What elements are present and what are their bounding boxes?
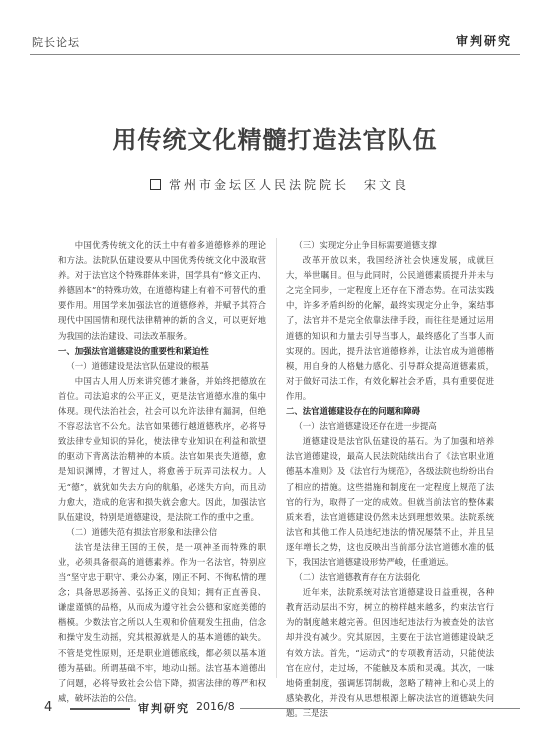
section-heading: 二、法官道德建设存在的问题和障碍 [286,406,420,417]
author-line: 常州市金坛区人民法院院长 宋文良 [169,178,410,192]
footer-rule [240,708,520,709]
subsection-heading: （一）道德建设是法官队伍建设的根基 [66,360,209,371]
subsection-heading: （二）法官道德教育存在方法弱化 [294,572,421,583]
section-heading: 一、加强法官道德建设的重要性和紧迫性 [58,345,209,356]
body-paragraph: 中国古人用人历来讲究德才兼备，并始终把德放在首位。司法追求的公平正义，更是法官道德水准的集中体现。现代法治社会，社会可以允许法律有漏洞，但绝不容忍法官不公允。法官如果德行越道德秩序，必将导致法律专业知识的异化，使法律专业知识在利益和欲望的驱动下背离法治精神的本质。法官如果丧失道德，愈是知识渊博，才智过人，将愈善于玩弄司法权力。人无“德”，就犹如失去方向的航船，必迷失方向，而且动力愈大，造成的危害和损失就会愈大。因此，加强法官队伍建设，特别是道德建设，是法院工作的重中之重。 [58,375,266,522]
left-column [58,238,266,706]
article-title: 用传统文化精髓打造法官队伍 [112,126,438,154]
right-column [286,238,494,721]
subsection-heading: （二）道德失范有损法官形象和法律公信 [66,526,218,537]
body-paragraph: 中国优秀传统文化的沃土中有着多道德修养的理论和方法。法院队伍建设要从中国优秀传统文化中汲取营养。对于法官这个特殊群体来讲，国学具有“修文正内、养德固本”的特殊功效，在道德构建上有着不可替代的重要作用。用国学来加强法官的道德修养，并赋予其符合现代中国国情和现代法律精神的新的含义，可以更好地为我国的法治建设、司法改革服务。 [58,240,266,341]
body-paragraph: 法官是法律王国的王侯，是一项神圣而特殊的职业，必须具备很高的道德素养。作为一名法官，特别应当“坚守忠于职守、秉公办案，刚正不阿、不徇私情的理念；具备思恶扬善、弘扬正义的良知；拥有正直善良、谦虚谨慎的品格，从而成为遵守社会公德和家庭美德的楷模。少数法官之所以人生观和价值观发生扭曲，信念和操守发生动摇，究其根源就是人的基本道德的缺失。不管是党性原则，还是职业道德底线，都必须以基本道德为基础。所谓基础不牢，地动山摇。法官基本道德出了问题，必将导致社会公信下降，损害法律的尊严和权威，破坏法治的公信。 [58,541,266,703]
column-divider [276,238,277,678]
square-bullet-icon [150,179,161,190]
issue-number: 2016/8 [196,700,235,713]
journal-name-footer: 审判研究 [138,702,190,715]
journal-name-header: 审判研究 [455,34,512,48]
footer-bar [70,708,130,710]
page-footer [30,700,520,720]
byline [150,176,409,193]
section-label: 院长论坛 [32,36,80,49]
body-paragraph: 近年来，法院系统对法官道德建设日益重视，各种教育活动层出不穷，树立的榜样越来越多，约束法官行为的制度越来越完善。但因违纪违法行为被查处的法官却并没有减少。究其原因，主要在于法官道德建设缺乏有效方法。首先，“运动式”的专项教育活动，只能使法官在应付，走过场，不能触及本质和灵魂。其次，一味地倚重制度，强调惩罚制裁，忽略了精神上和心灵上的感染教化，并没有从思想根源上解决法官的道德缺失问题。三是法 [286,587,494,718]
subsection-heading: （一）法官道德建设还存在进一步提高 [294,421,437,432]
page-number: 4 [44,700,53,715]
header-rule [30,54,520,55]
body-paragraph: 道德建设是法官队伍建设的基石。为了加强和培养法官道德建设，最高人民法院陆续出台了《法官职业道德基本准则》及《法官行为规范》，各级法院也纷纷出台了相应的措施。这些措施和制度在一定程度上规范了法官的行为，取得了一定的成效。但就当前法官的整体素质来看，法官道德建设仍然未达到理想效果。法院系统法官和其他工作人员违纪违法的情况屡禁不止，并且呈逐年增长之势，这也反映出当前部分法官道德水准的低下，我国法官道德建设形势严峻，任重道远。 [286,436,494,567]
body-paragraph: 改革开放以来，我国经济社会快速发展，成就巨大，举世瞩目。但与此同时，公民道德素质提升并未与之完全同步，一定程度上还存在下滑态势。在司法实践中，许多矛盾纠纷的化解，最终实现定分止争，案结事了，法官并不是完全依靠法律手段，而往往是通过运用道德的知识和力量去引导当事人，最终感化了当事人而实现的。因此，提升法官道德修养，让法官成为道德楷模，用自身的人格魅力感化、引导群众提高道德素质，对于做好司法工作，有效化解社会矛盾，具有重要促进作用。 [286,255,494,401]
subsection-heading: （三）实现定分止争目标需要道德支撑 [294,240,437,250]
